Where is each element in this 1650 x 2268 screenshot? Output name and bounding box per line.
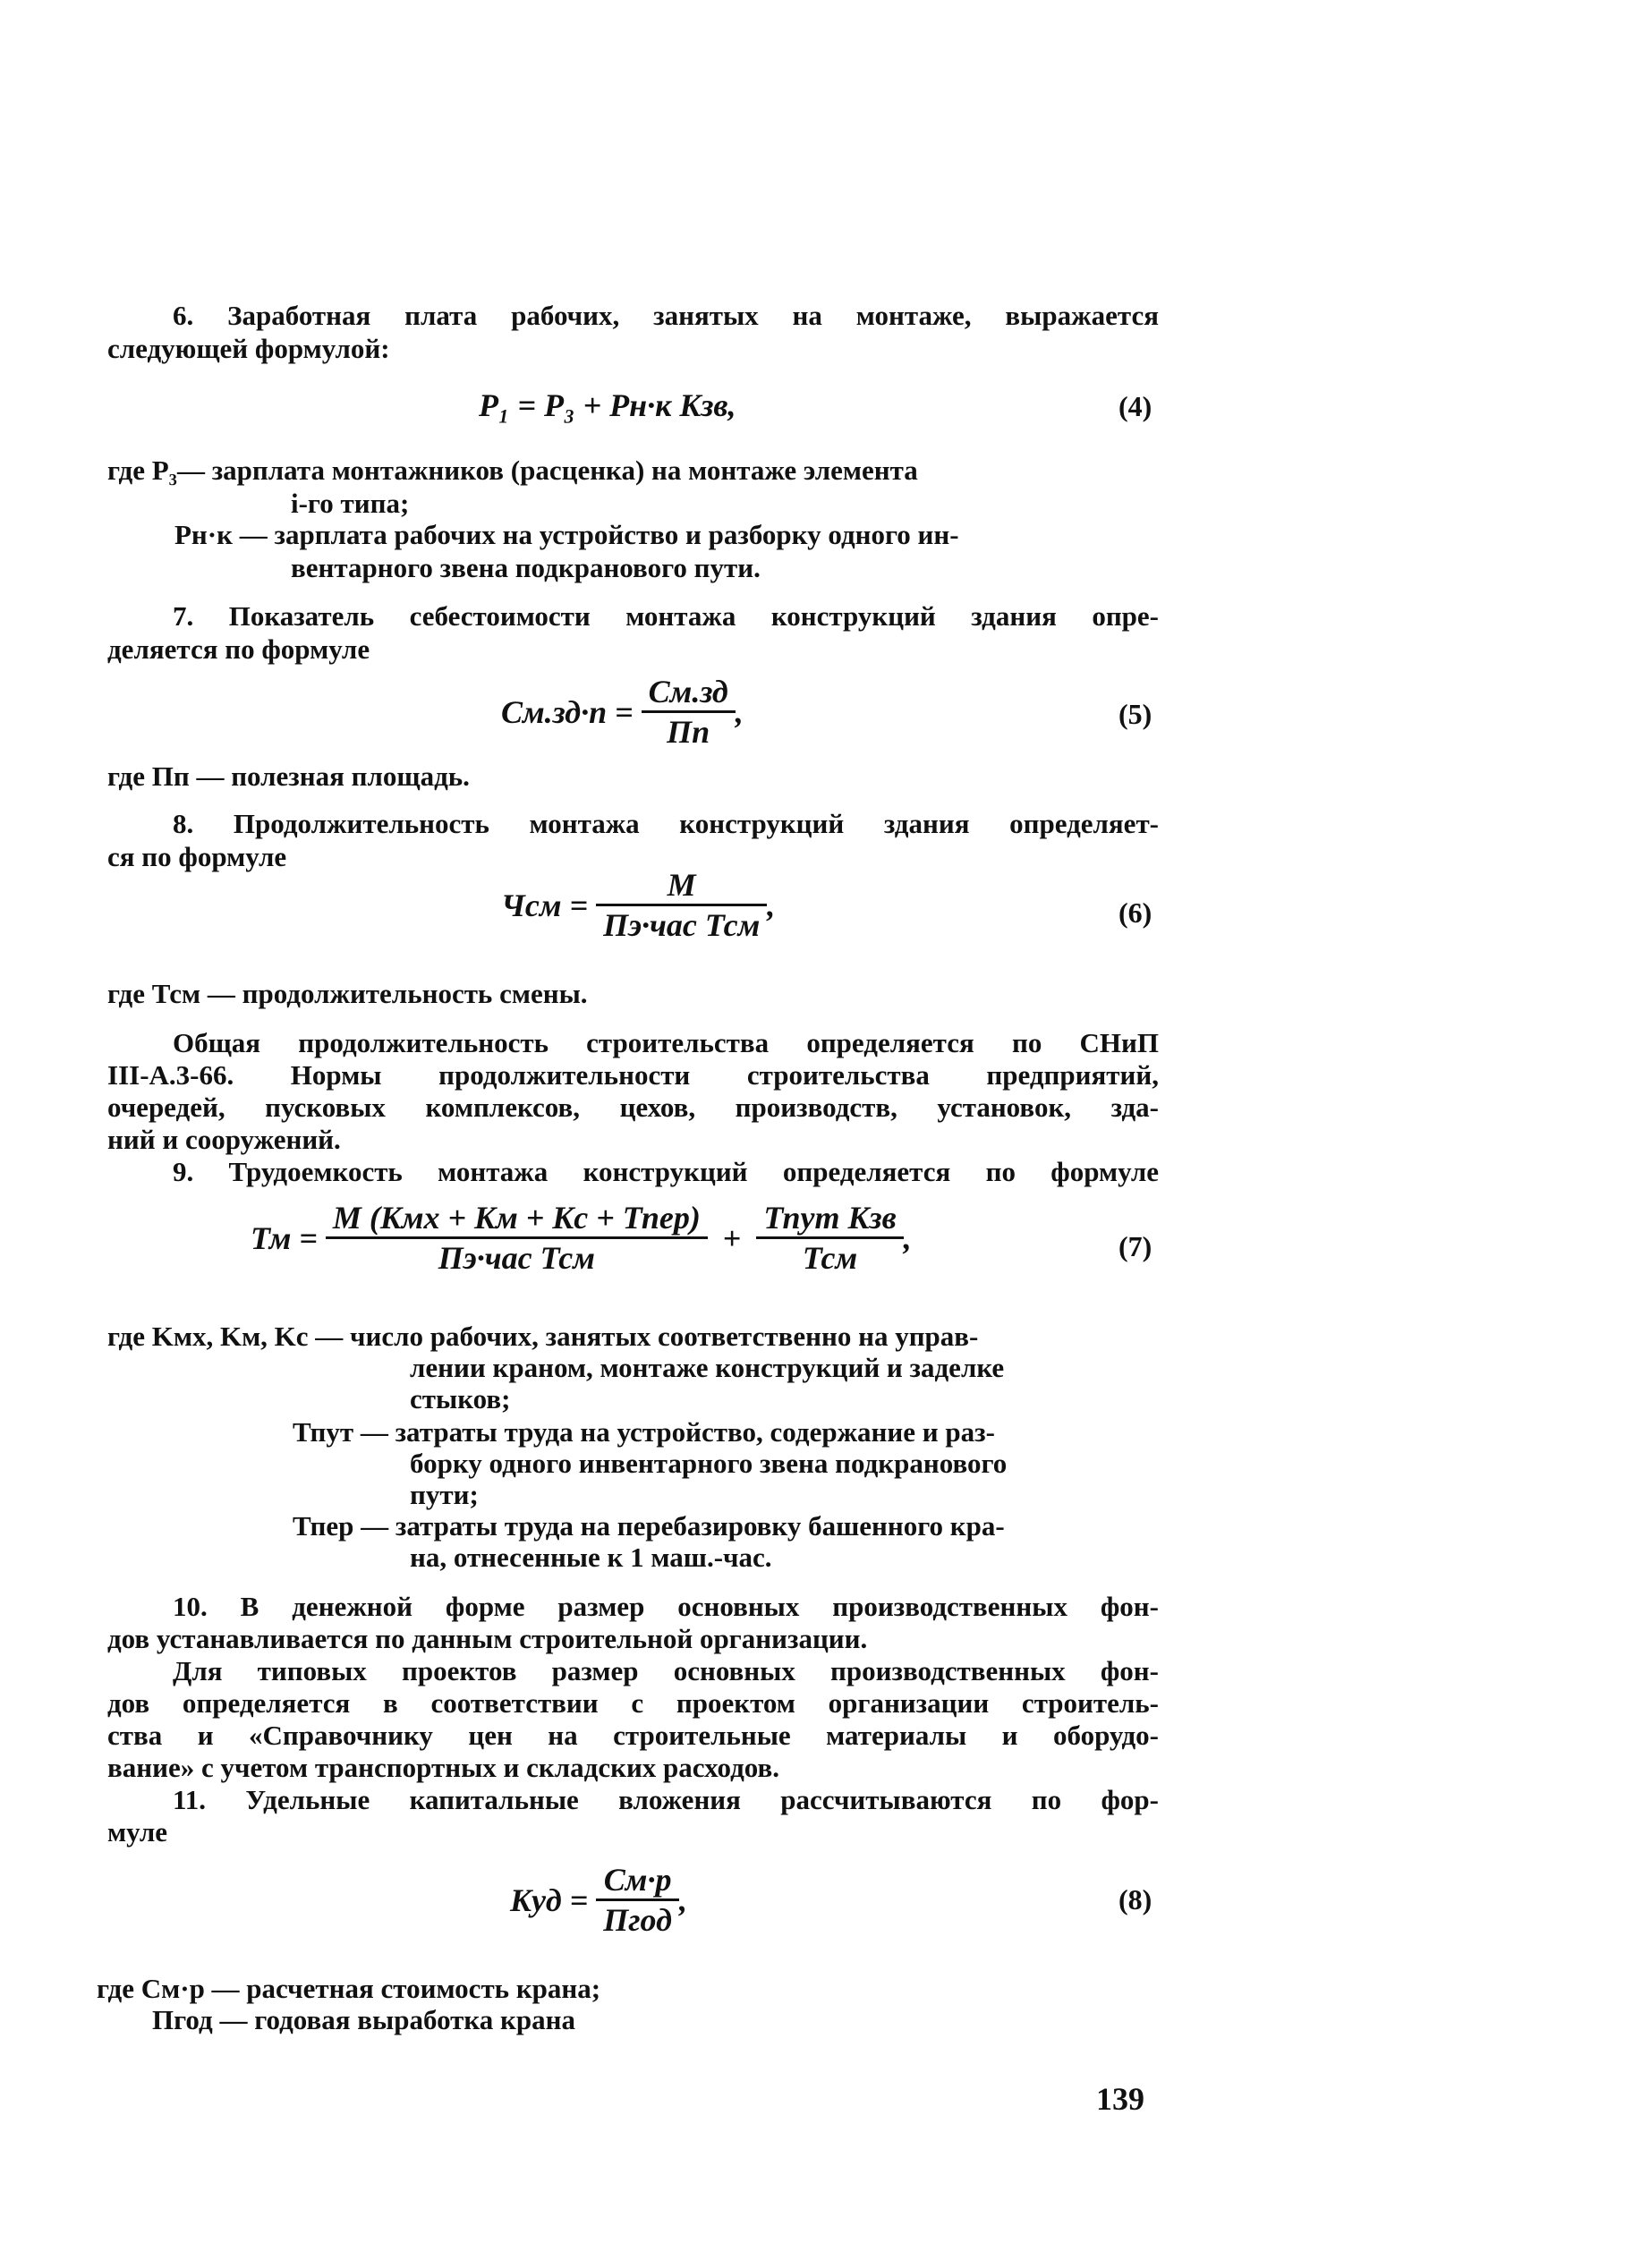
- eq-number-7: (7): [1118, 1230, 1152, 1262]
- formula-7-fraction-2: [756, 1199, 903, 1277]
- formula-8-denominator: Пгод: [603, 1902, 672, 1938]
- formula-5-comma: ,: [735, 693, 744, 730]
- s9-where2c: пути;: [410, 1479, 479, 1510]
- s9-where1b: лении краном, монтаже конструкций и заделке: [410, 1352, 1005, 1383]
- formula-5-numerator: Cм.зд: [642, 673, 736, 713]
- s9-where2b: борку одного инвентарного звена подкранового: [410, 1448, 1008, 1479]
- s10-line4: дов определяется в соответствии с проектом организации строитель-: [107, 1687, 1159, 1719]
- s8-line1: 8. Продолжительность монтажа конструкций здания определяет-: [173, 808, 1159, 839]
- s9-where1a: где Kмх, Kм, Kс — число рабочих, занятых соответственно на управ-: [107, 1321, 979, 1352]
- formula-5: [501, 673, 744, 751]
- formula-7-comma: ,: [903, 1219, 912, 1256]
- s9-where2a: Тпут — затраты труда на устройство, содержание и раз-: [293, 1416, 995, 1448]
- s6-where1a: где P₃— зарплата монтажников (расценка) на монтаже элемента: [107, 454, 918, 486]
- formula-7-numerator-2: Тпут Kзв: [756, 1199, 903, 1239]
- s7-line1: 7. Показатель себестоимости монтажа конструкций здания опре-: [173, 600, 1159, 632]
- formula-7-plus: +: [722, 1219, 742, 1256]
- s11-where1: где Cм·р — расчетная стоимость крана;: [97, 1973, 601, 2004]
- s6-where2a: Pн·к — зарплата рабочих на устройство и разборку одного ин-: [174, 519, 959, 550]
- s11-line2: муле: [107, 1816, 167, 1848]
- formula-7-numerator-1: M (Kмх + Kм + Kс + Тпер): [326, 1199, 708, 1239]
- formula-6-denominator: Пэ·час Тсм: [603, 907, 761, 943]
- formula-7-denominator-1: Пэ·час Тсм: [438, 1240, 595, 1276]
- s8-para4: ний и сооружений.: [107, 1124, 341, 1155]
- formula-6-numerator: M: [596, 866, 767, 906]
- formula-7-lhs: Тм =: [251, 1219, 318, 1256]
- s9-where3a: Тпер — затраты труда на перебазировку башенного кра-: [293, 1510, 1005, 1542]
- formula-6-fraction: [596, 866, 767, 944]
- s11-where2: Пгод — годовая выработка крана: [152, 2004, 575, 2035]
- s10-line5: ства и «Справочнику цен на строительные материалы и оборудо-: [107, 1720, 1159, 1751]
- formula-6: [501, 866, 775, 944]
- s7-line2: деляется по формуле: [107, 633, 370, 665]
- s11-line1: 11. Удельные капитальные вложения рассчитываются по фор-: [173, 1784, 1159, 1815]
- eq-number-5: (5): [1118, 698, 1152, 730]
- s8-line2: ся по формуле: [107, 841, 287, 872]
- formula-7-fraction-1: [326, 1199, 708, 1277]
- formula-8-comma: ,: [678, 1882, 687, 1918]
- s7-where: где Пп — полезная площадь.: [107, 760, 470, 792]
- s10-line2: дов устанавливается по данным строительной организации.: [107, 1623, 868, 1654]
- s6-where1b: i-го типа;: [291, 488, 410, 519]
- formula-5-denominator: Пп: [667, 714, 710, 750]
- formula-8-numerator: Cм·р: [596, 1861, 679, 1901]
- eq-number-6: (6): [1118, 896, 1152, 929]
- s8-para1: Общая продолжительность строительства определяется по СНиП: [173, 1027, 1159, 1058]
- formula-6-comma: ,: [767, 887, 776, 923]
- s8-where: где Тсм — продолжительность смены.: [107, 978, 588, 1009]
- s8-para2: III-А.3-66. Нормы продолжительности строительства предприятий,: [107, 1059, 1159, 1091]
- s9-where3b: на, отнесенные к 1 маш.-час.: [410, 1542, 772, 1573]
- formula-8: [510, 1861, 687, 1939]
- page-number: 139: [1096, 2081, 1144, 2117]
- s9-line1: 9. Трудоемкость монтажа конструкций определяется по формуле: [173, 1156, 1159, 1187]
- formula-5-fraction: [642, 673, 736, 751]
- eq-number-4: (4): [1118, 390, 1152, 422]
- s6-where2b: вентарного звена подкранового пути.: [291, 552, 761, 583]
- s6-line1: 6. Заработная плата рабочих, занятых на монтаже, выражается: [173, 300, 1159, 331]
- eq-number-8: (8): [1118, 1883, 1152, 1915]
- formula-5-lhs: Cм.зд·п =: [501, 693, 634, 730]
- s10-line3: Для типовых проектов размер основных производственных фон-: [173, 1655, 1159, 1686]
- s10-line6: вание» с учетом транспортных и складских расходов.: [107, 1752, 779, 1783]
- formula-8-fraction: [596, 1861, 679, 1939]
- formula-8-lhs: Kуд =: [510, 1882, 589, 1918]
- formula-6-lhs: Чсм =: [501, 887, 589, 923]
- s8-para3: очередей, пусковых комплексов, цехов, производств, установок, зда-: [107, 1092, 1159, 1123]
- s9-where1c: стыков;: [410, 1383, 511, 1414]
- formula-7-denominator-2: Тсм: [802, 1240, 858, 1276]
- formula-4: P₁ = P₃ + Pн·к Kзв,: [479, 387, 736, 423]
- formula-7: [251, 1199, 912, 1277]
- s6-line2: следующей формулой:: [107, 333, 390, 364]
- s10-line1: 10. В денежной форме размер основных производственных фон-: [173, 1591, 1159, 1622]
